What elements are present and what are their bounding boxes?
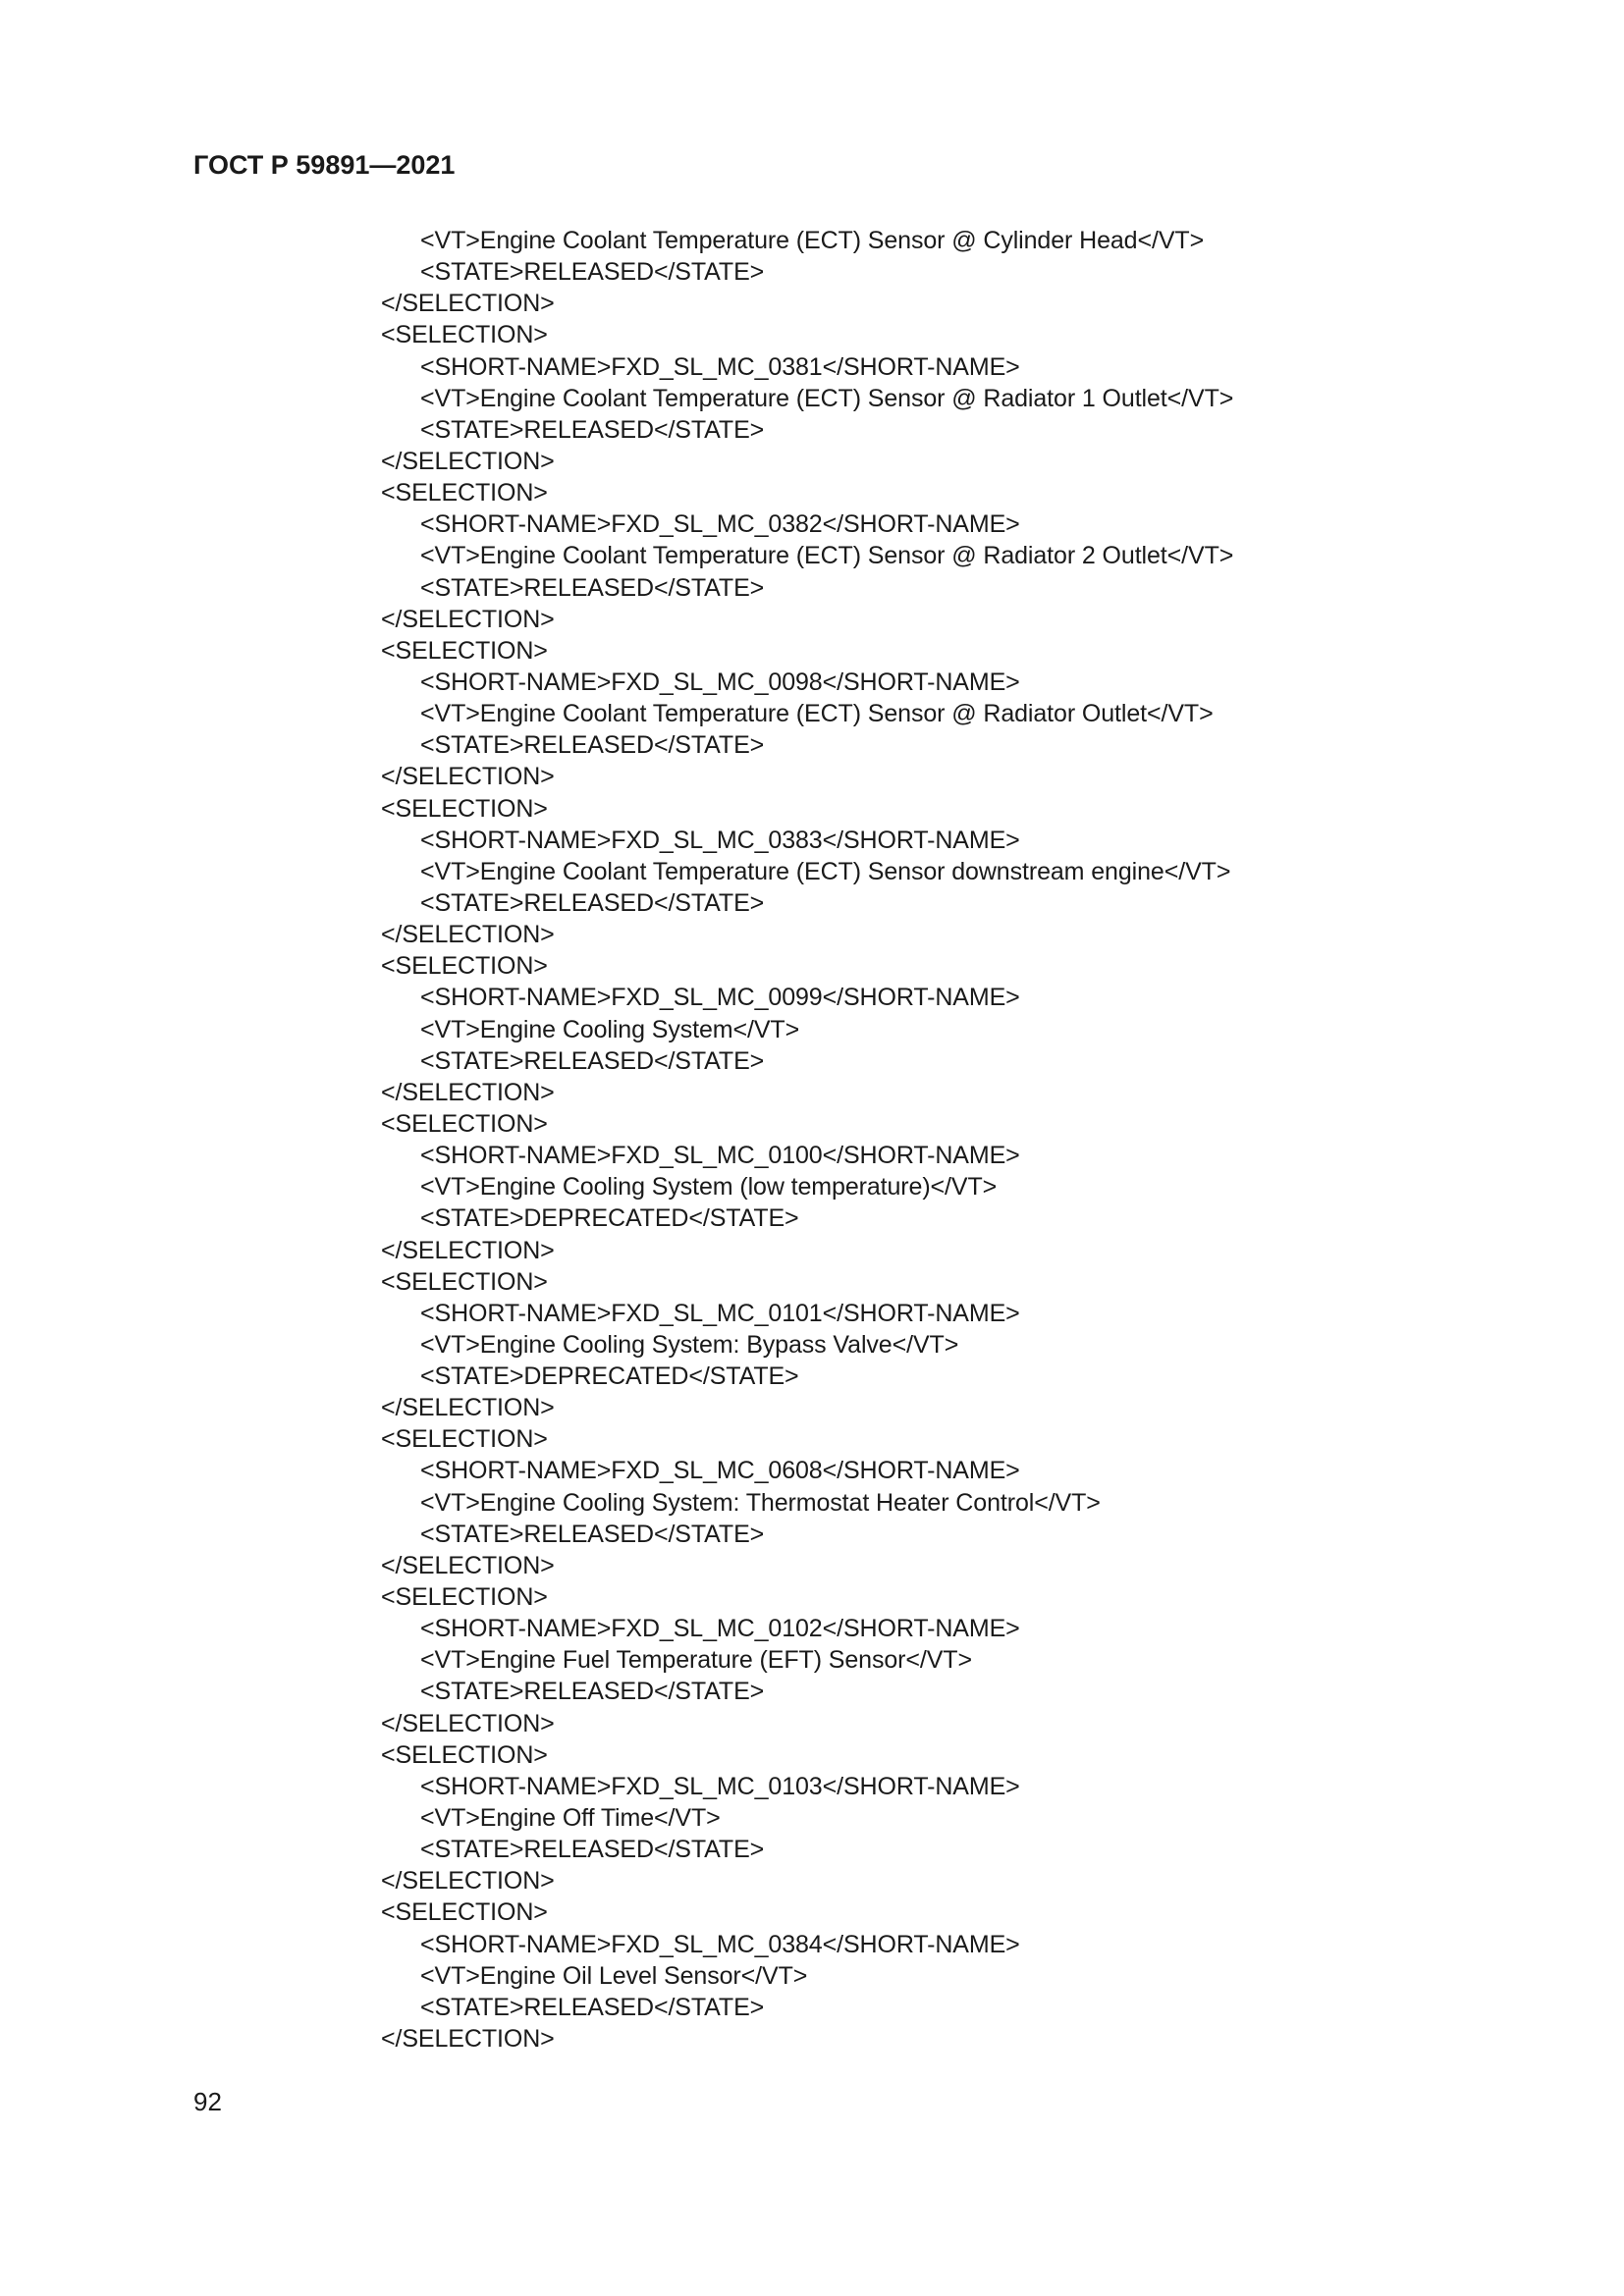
code-line: <STATE>RELEASED</STATE> <box>420 258 765 287</box>
code-line: <VT>Engine Coolant Temperature (ECT) Sensor downstream engine</VT> <box>420 857 1231 885</box>
code-line: <STATE>RELEASED</STATE> <box>420 888 765 917</box>
code-line: <SHORT-NAME>FXD_SL_MC_0382</SHORT-NAME> <box>420 510 1020 539</box>
code-line: <SELECTION> <box>381 1267 548 1296</box>
code-line: </SELECTION> <box>381 1551 555 1579</box>
code-line: <VT>Engine Oil Level Sensor</VT> <box>420 1961 808 1990</box>
code-line: </SELECTION> <box>381 763 555 791</box>
code-line: <VT>Engine Cooling System: Thermostat Heater Control</VT> <box>420 1488 1101 1517</box>
code-line: </SELECTION> <box>381 447 555 475</box>
code-line: <VT>Engine Cooling System</VT> <box>420 1015 800 1043</box>
code-line: <SHORT-NAME>FXD_SL_MC_0102</SHORT-NAME> <box>420 1615 1020 1643</box>
code-line: <STATE>RELEASED</STATE> <box>420 1993 765 2021</box>
code-line: <SELECTION> <box>381 479 548 507</box>
code-line: </SELECTION> <box>381 1394 555 1422</box>
code-line: <SELECTION> <box>381 636 548 665</box>
code-line: <SHORT-NAME>FXD_SL_MC_0100</SHORT-NAME> <box>420 1142 1020 1170</box>
code-line: </SELECTION> <box>381 290 555 318</box>
code-line: </SELECTION> <box>381 1867 555 1896</box>
code-line: <SELECTION> <box>381 952 548 981</box>
code-line: <STATE>RELEASED</STATE> <box>420 1520 765 1548</box>
code-line: <SELECTION> <box>381 1425 548 1454</box>
code-line: <SHORT-NAME>FXD_SL_MC_0099</SHORT-NAME> <box>420 984 1020 1012</box>
code-line: </SELECTION> <box>381 1709 555 1737</box>
code-line: <STATE>RELEASED</STATE> <box>420 1046 765 1075</box>
code-line: <VT>Engine Cooling System (low temperature)</VT> <box>420 1173 998 1201</box>
code-line: <SELECTION> <box>381 321 548 349</box>
xml-code-block <box>381 225 1461 2055</box>
code-line: <SHORT-NAME>FXD_SL_MC_0383</SHORT-NAME> <box>420 826 1020 854</box>
code-line: </SELECTION> <box>381 1078 555 1106</box>
code-line: <SELECTION> <box>381 1583 548 1612</box>
code-line: <STATE>RELEASED</STATE> <box>420 573 765 602</box>
code-line: <STATE>DEPRECATED</STATE> <box>420 1204 799 1233</box>
code-line: <VT>Engine Coolant Temperature (ECT) Sensor @ Radiator 1 Outlet</VT> <box>420 384 1234 412</box>
code-line: <VT>Engine Off Time</VT> <box>420 1804 721 1833</box>
code-line: <SHORT-NAME>FXD_SL_MC_0103</SHORT-NAME> <box>420 1772 1020 1800</box>
code-line: <SHORT-NAME>FXD_SL_MC_0098</SHORT-NAME> <box>420 667 1020 696</box>
code-line: <SHORT-NAME>FXD_SL_MC_0101</SHORT-NAME> <box>420 1299 1020 1327</box>
code-line: <SELECTION> <box>381 1109 548 1138</box>
document-code-header: ГОСТ Р 59891—2021 <box>193 150 456 180</box>
code-line: </SELECTION> <box>381 921 555 949</box>
code-line: </SELECTION> <box>381 2025 555 2054</box>
code-line: <SHORT-NAME>FXD_SL_MC_0608</SHORT-NAME> <box>420 1457 1020 1485</box>
code-line: <STATE>RELEASED</STATE> <box>420 1836 765 1864</box>
page-number: 92 <box>193 2087 222 2116</box>
code-line: <SELECTION> <box>381 794 548 823</box>
code-line: </SELECTION> <box>381 605 555 633</box>
code-line: <STATE>RELEASED</STATE> <box>420 731 765 760</box>
code-line: <SELECTION> <box>381 1740 548 1769</box>
code-line: <VT>Engine Cooling System: Bypass Valve</VT> <box>420 1330 959 1359</box>
code-line: <SHORT-NAME>FXD_SL_MC_0384</SHORT-NAME> <box>420 1930 1020 1958</box>
code-line: <VT>Engine Coolant Temperature (ECT) Sensor @ Cylinder Head</VT> <box>420 227 1205 254</box>
code-line: <SHORT-NAME>FXD_SL_MC_0381</SHORT-NAME> <box>420 352 1020 381</box>
code-line: <SELECTION> <box>381 1898 548 1927</box>
code-line: <STATE>DEPRECATED</STATE> <box>420 1362 799 1391</box>
code-line: <VT>Engine Coolant Temperature (ECT) Sensor @ Radiator Outlet</VT> <box>420 700 1214 728</box>
code-line: </SELECTION> <box>381 1236 555 1264</box>
code-line: <STATE>RELEASED</STATE> <box>420 1678 765 1706</box>
code-line: <VT>Engine Fuel Temperature (EFT) Sensor</VT> <box>420 1646 972 1675</box>
code-line: <STATE>RELEASED</STATE> <box>420 415 765 444</box>
code-line: <VT>Engine Coolant Temperature (ECT) Sensor @ Radiator 2 Outlet</VT> <box>420 542 1234 570</box>
